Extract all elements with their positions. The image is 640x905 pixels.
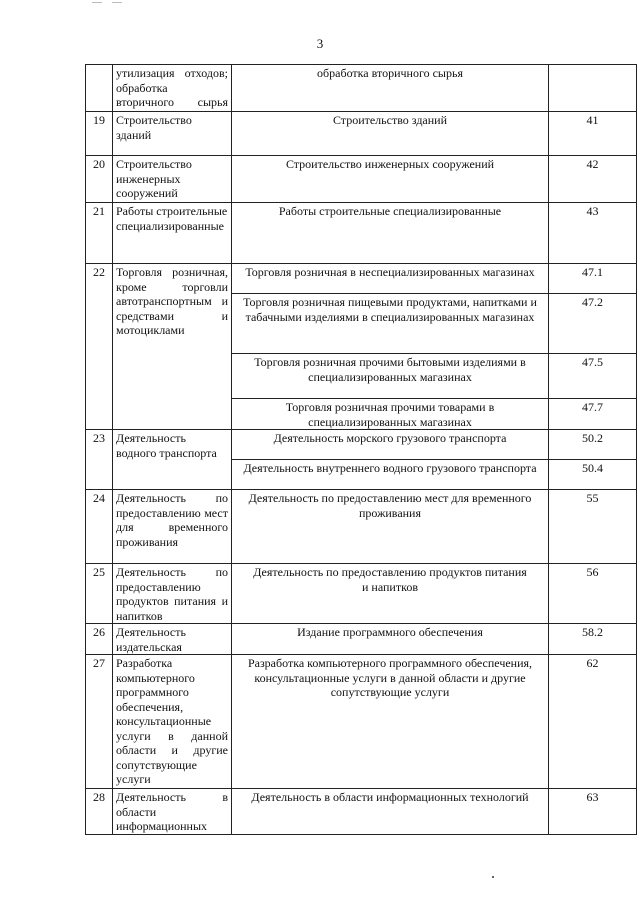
okved-code: 43 — [549, 203, 637, 264]
table-row — [86, 156, 637, 203]
row-number: 21 — [86, 203, 113, 264]
activity-name: Деятельность по предоставлению мест для временного проживания — [113, 490, 232, 564]
subactivity-description: Деятельность внутреннего водного грузового транспорта — [232, 460, 549, 490]
table-row — [86, 789, 637, 835]
okved-code: 63 — [549, 789, 637, 835]
okved-code: 41 — [549, 112, 637, 156]
page-number: 3 — [316, 36, 324, 51]
okved-code: 62 — [549, 655, 637, 789]
okved-code: 42 — [549, 156, 637, 203]
row-number: 26 — [86, 624, 113, 655]
row-number: 23 — [86, 430, 113, 490]
subactivity-description: Торговля розничная в неспециализированных магазинах — [232, 264, 549, 294]
subactivity-description: Деятельность морского грузового транспорта — [232, 430, 549, 460]
activity-name: Деятельность издательская — [113, 624, 232, 655]
row-number: 19 — [86, 112, 113, 156]
subactivity-description: Деятельность в области информационных технологий — [232, 789, 549, 835]
table-row — [86, 490, 637, 564]
row-number: 24 — [86, 490, 113, 564]
okved-code: 47.1 — [549, 264, 637, 294]
table-row — [86, 264, 637, 294]
table-row — [86, 655, 637, 789]
activity-name: Строительство зданий — [113, 112, 232, 156]
okved-code: 47.2 — [549, 294, 637, 354]
okved-code: 47.7 — [549, 399, 637, 430]
subactivity-description: обработка вторичного сырья — [232, 65, 549, 112]
subactivity-description: Деятельность по предоставлению мест для временного проживания — [232, 490, 549, 564]
row-number: 28 — [86, 789, 113, 835]
activity-table — [85, 64, 637, 835]
subactivity-description: Строительство инженерных сооружений — [232, 156, 549, 203]
row-number: 22 — [86, 264, 113, 430]
scan-mark — [112, 2, 122, 3]
subactivity-description: Торговля розничная прочими бытовыми изделиями в специализированных магазинах — [232, 354, 549, 399]
okved-code: 56 — [549, 564, 637, 624]
table-row — [86, 430, 637, 460]
row-number: 20 — [86, 156, 113, 203]
okved-code: 50.4 — [549, 460, 637, 490]
scan-speck — [492, 876, 494, 878]
subactivity-description: Работы строительные специализированные — [232, 203, 549, 264]
okved-code: 50.2 — [549, 430, 637, 460]
okved-code: 55 — [549, 490, 637, 564]
table-row — [86, 564, 637, 624]
subactivity-description: Торговля розничная прочими товарами в специализированных магазинах — [232, 399, 549, 430]
activity-name: Деятельность по предоставлению продуктов питания и напитков — [113, 564, 232, 624]
okved-code — [549, 65, 637, 112]
subactivity-description: Издание программного обеспечения — [232, 624, 549, 655]
table-row — [86, 65, 637, 112]
row-number — [86, 65, 113, 112]
okved-code: 47.5 — [549, 354, 637, 399]
row-number: 25 — [86, 564, 113, 624]
activity-name: утилизация отходов; обработка вторичного сырья — [113, 65, 232, 112]
activity-name: Разработка компьютерного программного обеспечения, консультационные услуги в данной области и другие сопутствующие услуги — [113, 655, 232, 789]
table-row — [86, 203, 637, 264]
activity-name: Работы строительные специализированные — [113, 203, 232, 264]
table-row — [86, 624, 637, 655]
activity-name: Торговля розничная, кроме торговли автотранспортным и средствами и мотоциклами — [113, 264, 232, 430]
activity-name: Строительство инженерных сооружений — [113, 156, 232, 203]
subactivity-description: Разработка компьютерного программного обеспечения, консультационные услуги в данной области и другие сопутствующие услуги — [232, 655, 549, 789]
subactivity-description: Деятельность по предоставлению продуктов питания и напитков — [232, 564, 549, 624]
row-number: 27 — [86, 655, 113, 789]
activity-name: Деятельность в области информационных — [113, 789, 232, 835]
table-row — [86, 112, 637, 156]
okved-code: 58.2 — [549, 624, 637, 655]
activity-name: Деятельность водного транспорта — [113, 430, 232, 490]
scan-mark — [92, 2, 102, 3]
subactivity-description: Торговля розничная пищевыми продуктами, напитками и табачными изделиями в специализированных магазинах — [232, 294, 549, 354]
subactivity-description: Строительство зданий — [232, 112, 549, 156]
